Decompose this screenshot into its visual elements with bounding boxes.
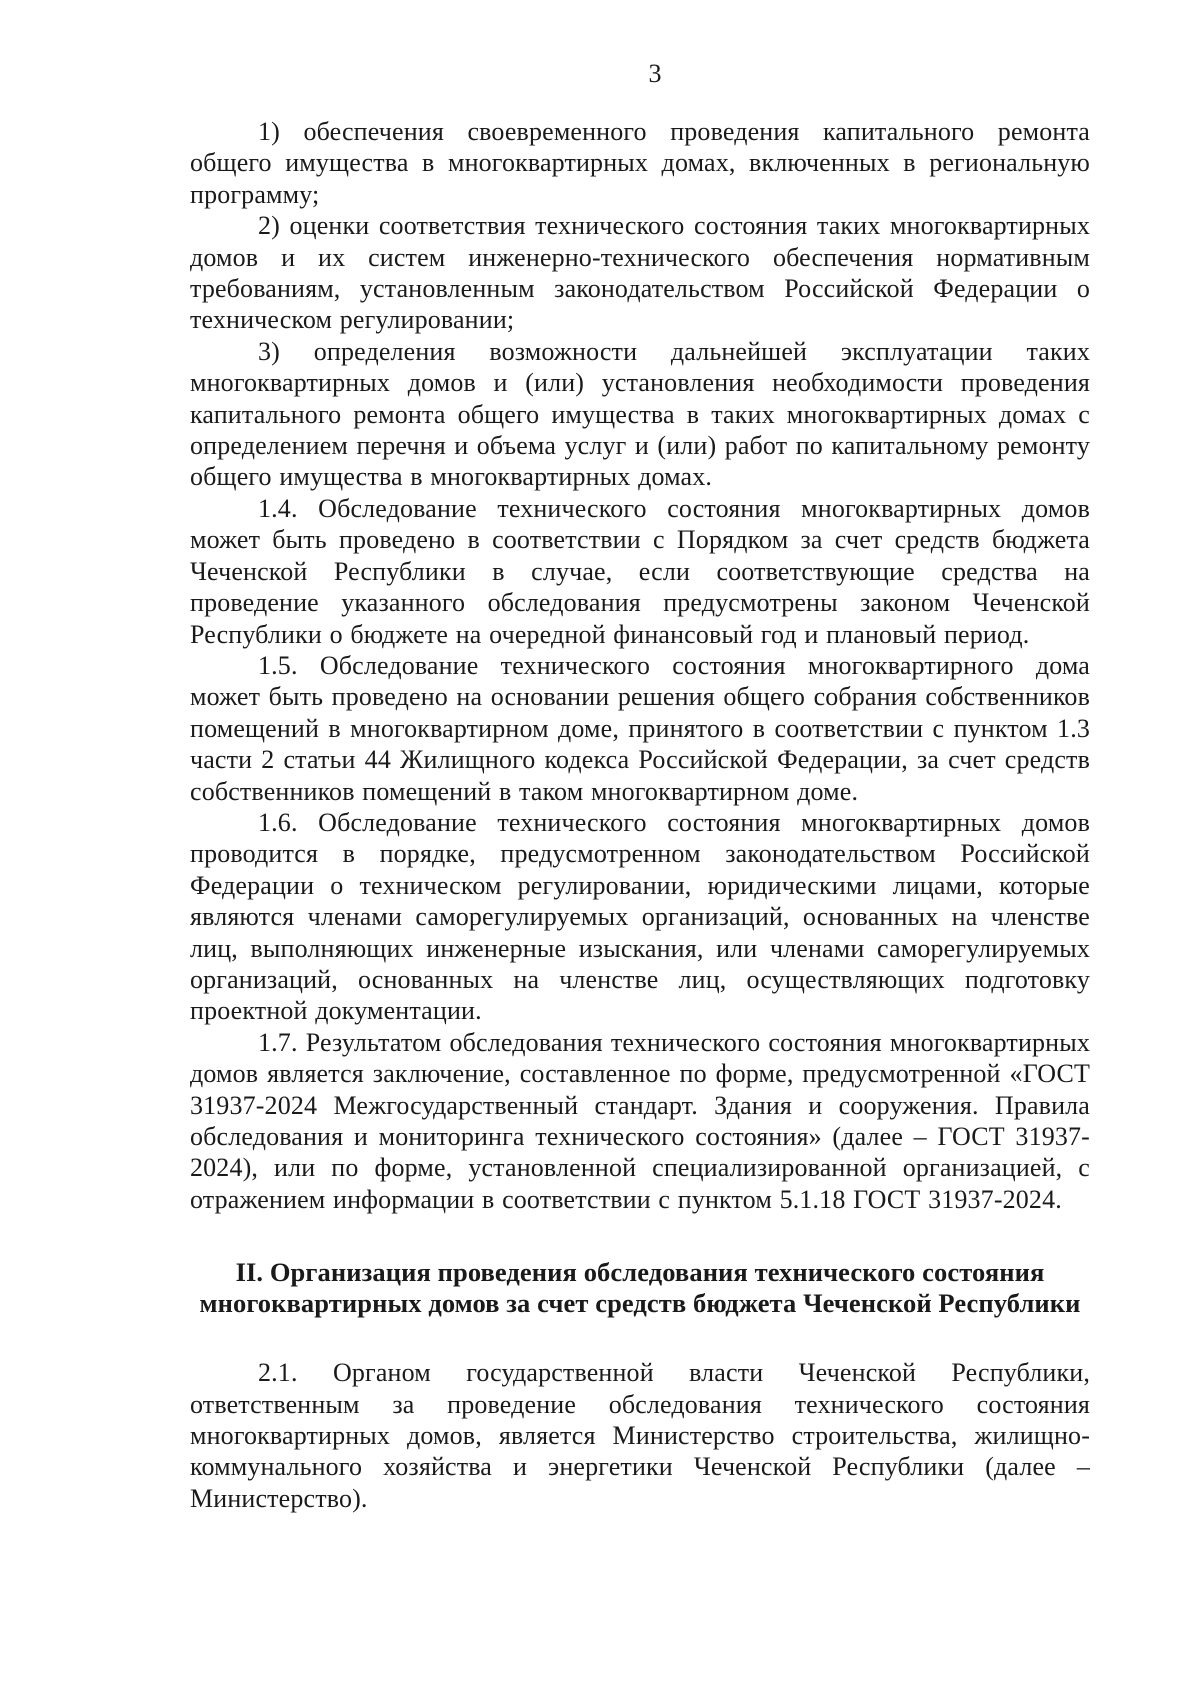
body-text-part2 (190, 1357, 1090, 1514)
paragraph-item-1: 1) обеспечения своевременного проведения капитального ремонта общего имущества в многоквартирных домах, включенных в региональную программу; (190, 117, 1090, 209)
paragraph-1-4: 1.4. Обследование технического состояния многоквартирных домов может быть проведено в соответствии с Порядком за счет средств бюджета Чеченской Республики в случае, если соответствующие средства на проведение указанного обследования предусмотрены законом Чеченской Республики о бюджете на очередной финансовый год и плановый период. (190, 493, 1090, 649)
paragraph-item-2: 2) оценки соответствия технического состояния таких многоквартирных домов и их систем инженерно-технического обеспечения нормативным требованиям, установленным законодательством Российской Федерации о техническом регулировании; (190, 211, 1090, 335)
paragraph-item-3: 3) определения возможности дальнейшей эксплуатации таких многоквартирных домов и (или) установления необходимости проведения капитального ремонта общего имущества в таких многоквартирных домах с определением перечня и объема услуг и (или) работ по капитальному ремонту общего имущества в многоквартирных домах. (190, 336, 1090, 492)
body-text-part1 (190, 116, 1090, 1215)
section-heading: II. Организация проведения обследования технического состояния многоквартирных домов за счет средств бюджета Чеченской Республики (199, 1257, 1081, 1319)
paragraph-1-5: 1.5. Обследование технического состояния многоквартирного дома может быть проведено на основании решения общего собрания собственников помещений в многоквартирном доме, принятого в соответствии с пунктом 1.3 части 2 статьи 44 Жилищного кодекса Российской Федерации, за счет средств собственников помещений в таком многоквартирном доме. (190, 650, 1090, 806)
paragraph-2-1: 2.1. Органом государственной власти Чеченской Республики, ответственным за проведение обследования технического состояния многоквартирных домов, является Министерство строительства, жилищно-коммунального хозяйства и энергетики Чеченской Республики (далее – Министерство). (190, 1358, 1090, 1513)
paragraph-1-6: 1.6. Обследование технического состояния многоквартирных домов проводится в порядке, предусмотренном законодательством Российской Федерации о техническом регулировании, юридическими лицами, которые являются членами саморегулируемых организаций, основанных на членстве лиц, выполняющих инженерные изыскания, или членами саморегулируемых организаций, основанных на членстве лиц, осуществляющих подготовку проектной документации. (190, 807, 1090, 1026)
page-number: 3 (648, 59, 662, 88)
paragraph-1-7: 1.7. Результатом обследования технического состояния многоквартирных домов является заключение, составленное по форме, предусмотренной «ГОСТ 31937-2024 Межгосударственный стандарт. Здания и сооружения. Правила обследования и мониторинга технического состояния» (далее – ГОСТ 31937-2024), или по форме, установленной специализированной организацией, с отражением информации в соответствии с пунктом 5.1.18 ГОСТ 31937-2024. (190, 1027, 1090, 1214)
